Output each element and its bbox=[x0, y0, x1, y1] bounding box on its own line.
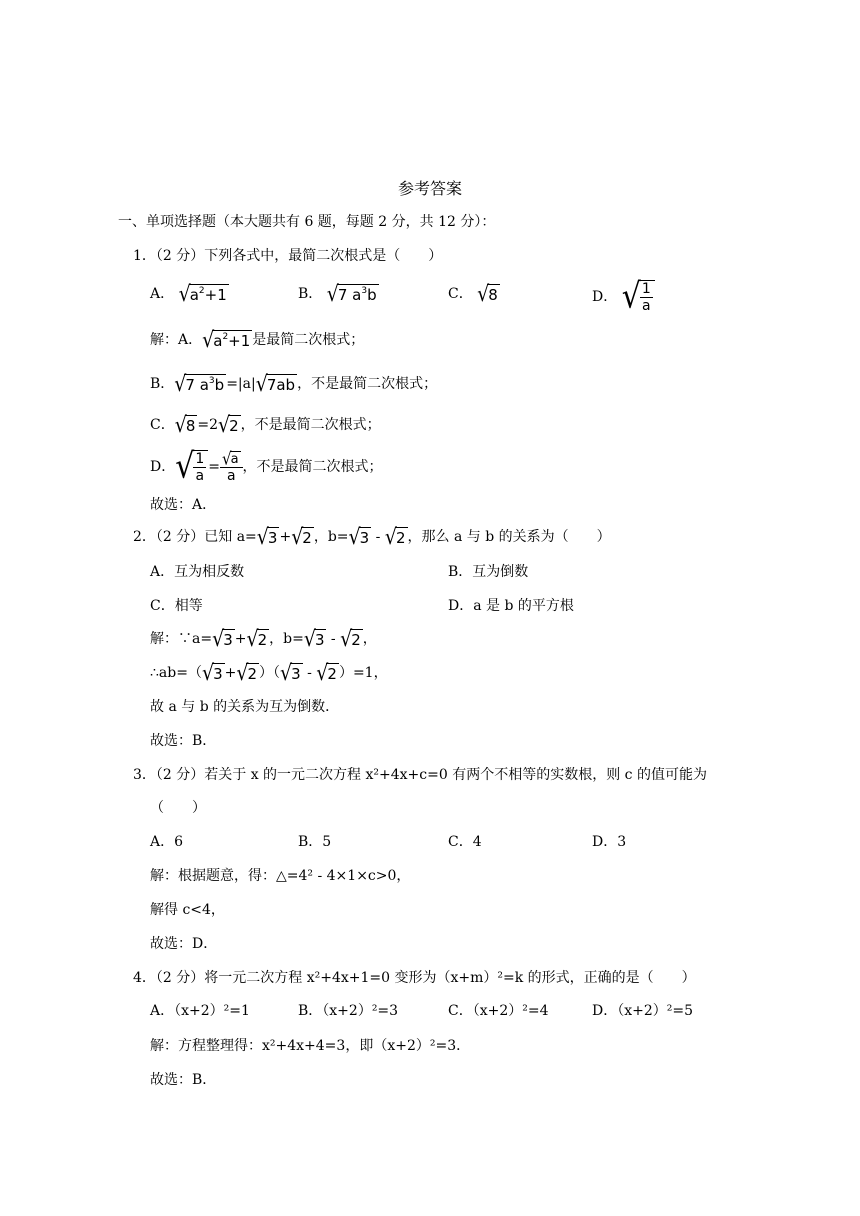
solution-text: ）（ bbox=[259, 665, 280, 681]
radicand: 7ab bbox=[266, 376, 296, 394]
radicand: a bbox=[230, 451, 239, 467]
q1-solution-b bbox=[150, 371, 438, 397]
q4-option-c: C．（x+2）²=4 bbox=[448, 1003, 549, 1019]
radicand: 2 bbox=[229, 417, 239, 435]
sqrt-3: √3 bbox=[303, 626, 325, 652]
q4-option-b: B．（x+2）²=3 bbox=[298, 1003, 399, 1019]
q4-option-a: A．（x+2）²=1 bbox=[150, 1003, 250, 1019]
q4-solution-1: 解：方程整理得：x²+4x+4=3，即（x+2）²=3． bbox=[150, 1038, 471, 1054]
solution-text: ，不是最简二次根式； bbox=[297, 376, 438, 392]
radicand: 2 bbox=[327, 665, 337, 683]
stem-text: ，那么 a 与 b 的关系为（ ） bbox=[407, 529, 611, 545]
solution-text: 解：A． bbox=[150, 332, 203, 348]
radicand: 3 bbox=[291, 665, 301, 683]
radicand: 2 bbox=[257, 631, 268, 649]
q2-stem bbox=[133, 524, 611, 550]
page-title: 参考答案 bbox=[397, 179, 462, 198]
solution-text: ，不是最简二次根式； bbox=[242, 459, 383, 475]
section-heading: 一、单项选择题（本大题共有 6 题，每题 2 分，共 12 分）： bbox=[118, 214, 496, 230]
sqrt-3: √3 bbox=[212, 626, 233, 652]
radicand: a bbox=[189, 286, 199, 304]
q1-option-c-label: C． bbox=[448, 286, 473, 302]
solution-text: ∴ab=（ bbox=[150, 665, 202, 681]
q2-option-b: B．互为倒数 bbox=[448, 564, 529, 580]
radicand: 2 bbox=[351, 631, 361, 649]
q4-option-d: D．（x+2）²=5 bbox=[592, 1003, 694, 1019]
sqrt-expression: √7ab bbox=[255, 371, 296, 397]
sqrt-fraction: √ $\frac{1}{a}$ bbox=[622, 280, 655, 314]
radicand: 2 bbox=[302, 529, 312, 547]
solution-text: B． bbox=[150, 376, 175, 392]
solution-text: 解：∵a= bbox=[150, 631, 213, 647]
q2-option-a: A．互为相反数 bbox=[150, 564, 245, 580]
radicand: 8 bbox=[185, 417, 196, 435]
radicand: 3 bbox=[314, 631, 325, 649]
q3-option-b: B．5 bbox=[298, 834, 332, 850]
radicand: 2 bbox=[247, 665, 257, 683]
q2-answer: 故选：B． bbox=[150, 733, 217, 749]
sqrt-expression: √8 bbox=[477, 281, 498, 307]
q4-answer: 故选：B． bbox=[150, 1072, 217, 1088]
radicand-tail: +1 bbox=[228, 332, 251, 350]
denominator: a bbox=[195, 468, 205, 484]
solution-text: C． bbox=[150, 417, 175, 433]
numerator: 1 bbox=[641, 281, 651, 297]
solution-text: ， bbox=[362, 631, 377, 647]
sqrt-expression: √7 $a^3b$ bbox=[174, 371, 225, 397]
denominator: a bbox=[226, 467, 236, 484]
q1-option-d bbox=[592, 276, 655, 317]
solution-text: D． bbox=[150, 459, 176, 475]
exponent: 2 bbox=[198, 286, 205, 296]
stem-text: ，b= bbox=[313, 529, 349, 545]
radicand: 3 bbox=[359, 529, 370, 547]
fraction bbox=[220, 448, 243, 484]
radicand-tail: b bbox=[214, 376, 225, 394]
q1-solution-c bbox=[150, 412, 381, 438]
q1-solution-d bbox=[150, 446, 383, 487]
radicand: a bbox=[213, 332, 223, 350]
sqrt-expression: √a bbox=[222, 448, 239, 469]
radicand-tail: b bbox=[367, 286, 377, 304]
operator: + bbox=[234, 631, 247, 647]
solution-text: ，不是最简二次根式； bbox=[240, 417, 381, 433]
sqrt-expression: $√a^2+1$ bbox=[202, 327, 251, 353]
q2-option-c: C．相等 bbox=[150, 598, 203, 614]
sqrt-2: √2 bbox=[236, 660, 257, 686]
q3-option-c: C．4 bbox=[448, 834, 482, 850]
stem-text: 2．（2 分）已知 a= bbox=[133, 529, 257, 545]
exponent: 2 bbox=[222, 332, 229, 342]
denominator: a bbox=[641, 298, 651, 314]
sqrt-2: √2 bbox=[384, 524, 406, 550]
q3-solution-2: 解得 c<4， bbox=[150, 902, 225, 918]
q1-option-a-label: A． bbox=[150, 286, 175, 302]
radicand-tail: +1 bbox=[204, 286, 227, 304]
q2-solution-1 bbox=[150, 626, 377, 652]
solution-text: =|a| bbox=[226, 376, 256, 392]
exponent: 3 bbox=[208, 376, 215, 386]
numerator: 1 bbox=[195, 451, 205, 467]
sqrt-3: √3 bbox=[348, 524, 370, 550]
radicand: 2 bbox=[395, 529, 406, 547]
sqrt-2: √2 bbox=[246, 626, 268, 652]
sqrt-3: √3 bbox=[201, 660, 223, 686]
radicand: 8 bbox=[488, 286, 498, 304]
operator: - bbox=[302, 665, 317, 681]
q1-option-b-label: B． bbox=[298, 286, 323, 302]
q3-stem-cont: （ ） bbox=[150, 800, 206, 816]
solution-text: ，b= bbox=[269, 631, 304, 647]
q1-stem: 1．（2 分）下列各式中，最简二次根式是（ ） bbox=[133, 248, 443, 264]
sqrt-expression: √7 $a^3b$ bbox=[326, 281, 377, 307]
q3-solution-1: 解：根据题意，得：△=4² - 4×1×c>0， bbox=[150, 868, 411, 884]
sqrt-expression: $√a^2+1$ bbox=[178, 281, 227, 307]
q2-solution-2 bbox=[150, 660, 388, 686]
q1-answer: 故选：A． bbox=[150, 497, 217, 513]
radicand: 7 a bbox=[185, 376, 209, 394]
sqrt-3: √3 bbox=[280, 660, 301, 686]
q1-option-d-label: D． bbox=[592, 289, 618, 305]
q3-stem: 3．（2 分）若关于 x 的一元二次方程 x²+4x+c=0 有两个不相等的实数根，则 c 的值可能为 bbox=[133, 767, 707, 783]
q2-option-d: D．a 是 b 的平方根 bbox=[448, 598, 574, 614]
sqrt-2: √2 bbox=[316, 660, 337, 686]
operator: + bbox=[224, 665, 237, 681]
q1-option-a bbox=[150, 281, 229, 307]
sqrt-2: √2 bbox=[291, 524, 312, 550]
q2-solution-3: 故 a 与 b 的关系为互为倒数． bbox=[150, 699, 340, 715]
operator: + bbox=[279, 529, 292, 545]
operator: - bbox=[371, 529, 385, 545]
operator: - bbox=[326, 631, 341, 647]
radicand: 3 bbox=[223, 631, 233, 649]
q3-option-a: A．6 bbox=[150, 834, 184, 850]
q3-answer: 故选：D． bbox=[150, 936, 218, 952]
solution-text: 是最简二次根式； bbox=[252, 332, 365, 348]
exponent: 3 bbox=[361, 286, 368, 296]
sqrt-3: √3 bbox=[256, 524, 278, 550]
solution-text: = bbox=[208, 459, 221, 475]
q1-option-b bbox=[298, 281, 379, 307]
sqrt-expression: √2 bbox=[218, 412, 239, 438]
q1-option-c bbox=[448, 281, 500, 307]
q4-stem: 4．（2 分）将一元二次方程 x²+4x+1=0 变形为（x+m）²=k 的形式，正确的是（ ） bbox=[133, 970, 696, 986]
radicand: 3 bbox=[213, 665, 223, 683]
radicand: 3 bbox=[267, 529, 278, 547]
q1-solution-a bbox=[150, 327, 365, 353]
q3-option-d: D．3 bbox=[592, 834, 627, 850]
sqrt-fraction: √ $\frac{1}{a}$ bbox=[175, 450, 208, 484]
sqrt-2: √2 bbox=[340, 626, 361, 652]
sqrt-expression: √8 bbox=[174, 412, 196, 438]
radicand: 7 a bbox=[337, 286, 362, 304]
solution-text: =2 bbox=[197, 417, 219, 433]
solution-text: ）=1， bbox=[338, 665, 388, 681]
